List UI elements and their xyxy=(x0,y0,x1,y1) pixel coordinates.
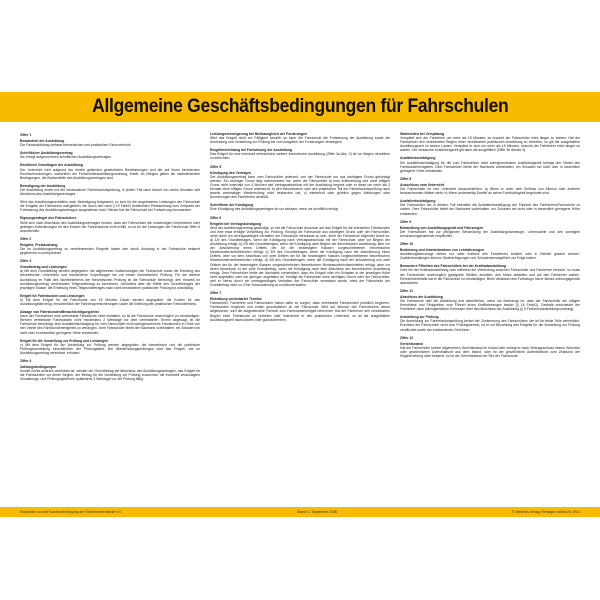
clause-heading: Rechtliche Grundlagen der Ausbildung xyxy=(20,163,83,168)
clause-heading: Anmeldung zur Prüfung xyxy=(400,315,439,320)
clause-text: Die Fahrschule darf die Ausbildung erst abschließen, wenn sie überzeugt ist, dass der Fahrschüler die nötigen Kenntnisse und Fähigkeiten zum Führen eines Kraftfahrzeuges besitzt (§ 16 FahrlG). Deshalb entscheidet der Fahrlehrer nach pflichtgemäßem Ermessen über den Abschluss der Ausbildung (§ 6 Fahrschulausbildungsordnung). xyxy=(400,299,580,312)
clause-heading: Entgeltentrichtung bei Fortsetzung der Ausbildung xyxy=(210,148,292,153)
clause-number: Ziffer 10 xyxy=(400,241,414,246)
clause-heading: Entgelte bei Vertragskündigung xyxy=(210,221,262,226)
clause-section xyxy=(20,359,200,381)
clause-heading: Zahlungsbedingungen xyxy=(20,365,57,370)
terms-columns xyxy=(20,130,580,502)
clause-section xyxy=(400,336,580,358)
clause-heading: Ausfallentschädigung xyxy=(400,199,436,204)
clause-text: Die Ausbildung endet mit der bestandenen Fahrerlaubnisprüfung, in jedem Fall nach Ablauf von sechs Monaten seit Abschluss des Ausbildungsvertrages. xyxy=(20,187,200,197)
clause-text: Der Fahrschüler ist vom Unterricht auszuschließen: a) Wenn er unter dem Einfluss von Alkohol oder anderen berauschenden Mitteln steht; b) Wenn anderweitig Zweifel an seiner Fahrtüchtigkeit begründet sind. xyxy=(400,187,580,196)
clause-heading: Eignungsmängel des Fahrschülers xyxy=(20,216,77,221)
clause-section xyxy=(20,200,200,212)
clause-section xyxy=(20,216,200,232)
column-1 xyxy=(20,130,200,502)
clause-heading: Wartezeiten bei Verspätung xyxy=(400,132,445,136)
clause-text: Geht bei der Kraftradausbildung oder während der Verbindung zwischen Fahrschüler und Fahrlehrer verloren, so muss der Fahrschüler unverzüglich (geeignete Stellen) anhalten, den Motor abstellen und auf den Fahrlehrer warten. Erforderlichenfalls hat er die Fahrschule zu verständigen. Beim Verlassen des Fahrzeugs hat er dieses ordnungsgemäß abzusichern. xyxy=(400,268,580,285)
clause-heading: Entgelte, Preisaushang xyxy=(20,242,58,247)
clause-section xyxy=(400,220,580,238)
clause-number: Ziffer 11 xyxy=(400,288,414,293)
clause-text: Wird der Ausbildungsvertrag gekündigt, so hat die Fahrschule Anspruch auf das Entgelt für die erbrachten Fahrstunden und eine etwa erfolgte Vorstellung zur Prüfung. Kündigt die Fahrschule aus wichtigem Grund oder der Fahrschüler, ohne durch ein vertragswidriges Verhalten der Fahrschule veranlasst zu sein, steht der Fahrschule folgender Anteil zu: a) 1/5 des Grundbetrages, wenn die Kündigung nach Vertragsabschluss mit der Fahrschule, aber vor Beginn der Ausbildung erfolgt; b) 2/5 des Grundbetrages, wenn die Kündigung nach Beginn der theoretischen Ausbildung, aber vor der Absolvierung eines Drittels der für die beantragten Klassen vorgeschriebenen theoretischen Mindestunterrichtseinheiten erfolgt; c) 3/5 des Grundbetrages, wenn die Kündigung nach der Absolvierung eines Drittels, aber vor dem Abschluss von zwei Dritteln der für die beantragten Klassen vorgeschriebenen theoretischen Mindestunterrichtseinheiten erfolgt; d) 4/5 des Grundbetrages, wenn die Kündigung nach der Absolvierung von zwei Dritteln der für die beantragten Klassen vorgeschriebenen theoretischen Mindestunterrichtseinheiten erfolgt, aber vor deren Abschluss; e) der volle Grundbetrag, wenn die Kündigung nach dem Abschluss der theoretischen Ausbildung erfolgt. Dem Fahrschüler bleibt der Nachweis vorbehalten, dass ein Entgelt oder ein Schaden in der jeweiligen Höhe nicht angefallen oder nur geringer angefallen ist. Kündigt die Fahrschule ohne wichtigen Grund oder der Fahrschüler, weil er hierzu durch ein vertragswidriges Verhalten der Fahrschule veranlasst wurde, steht der Fahrschule der Grundbetrag nicht zu. Eine Vorauszahlung ist zurückzuerstatten. xyxy=(210,225,390,287)
clause-section xyxy=(20,151,200,159)
clause-section xyxy=(400,156,580,172)
clause-text: c) Mit dem Entgelt für die Vorstellung zur Prüfung werden abgegolten: die theoretische und die praktische Prüfungsvorstellung einschließlich der Prüfungsfahrt. Bei Wiederholungsprüfungen wird das Entgelt, wie im Ausbildungsvertrag vereinbart, erhoben. xyxy=(20,342,200,355)
clause-text: Fahrschüler, Fahrlehrer und Fahrschulen haben dafür zu sorgen, dass vereinbarte Fahrstunden pünktlich beginnen. Fahrstunden beginnen und enden grundsätzlich an der Fahrschule. Wird auf Wunsch des Fahrschülers davon abgewichen, wird die aufgewendete Fahrzeit zum Fahrstundenentgelt berechnet. Hat der Fahrlehrer den vereinbarten Beginn einer Fahrstunde zu vertreten oder unterbricht er den praktischen Unterricht, so ist die ausgefallene Ausbildungszeit nachzuholen oder gutzuschreiben. xyxy=(210,301,390,322)
clause-section xyxy=(400,289,580,311)
clause-text: Wird das Entgelt nicht zur Fälligkeit bezahlt, so kann die Fahrschule die Fortsetzung der Ausbildung sowie die Anmeldung und Vorstellung zur Prüfung bis zum Ausgleich der Forderungen verweigern. xyxy=(210,136,390,145)
clause-number: Ziffer 4 xyxy=(20,359,32,364)
column-3 xyxy=(400,130,580,502)
clause-heading: Gerichtsstand xyxy=(400,341,423,346)
clause-section xyxy=(400,264,580,284)
clause-section xyxy=(400,315,580,331)
column-2 xyxy=(210,130,390,502)
clause-number: Ziffer 7 xyxy=(210,291,222,296)
clause-section xyxy=(210,203,390,211)
clause-heading: Besondere Pflichten des Fahrschülers bei der Kraftradausbildung xyxy=(400,264,507,269)
clause-text: Soweit nichts anderes vereinbart ist, werden der Grundbetrag bei Abschluss des Ausbildungsvertrages, das Entgelt für die Fahrstunden vor deren Beginn, der Betrag für die Vorstellung zur Prüfung zusammen mit eventuell verauslagten Verwaltungs- und Prüfungsgebühren spätestens 3 Werktage vor der Prüfung fällig. xyxy=(20,369,200,382)
clause-number: Ziffer 2 xyxy=(20,236,32,241)
clause-number: Ziffer 12 xyxy=(400,335,414,340)
clause-section xyxy=(400,177,580,195)
clause-number: Ziffer 6 xyxy=(210,215,222,220)
clause-number: Ziffer 8 xyxy=(400,176,412,181)
clause-heading: Schriftform der Kündigung xyxy=(210,203,254,208)
clause-text: Eine Kündigung des Ausbildungsvertrages ist nur wirksam, wenn sie schriftlich erfolgt. xyxy=(210,207,339,212)
clause-heading: Beendigung der Ausbildung xyxy=(20,183,66,188)
clause-heading: Ausschluss vom Unterricht xyxy=(400,182,445,187)
clause-text: Die Ausfallentschädigung für die vom Fahrschüler nicht wahrgenommene Ausbildungszeit beträgt drei Viertel des Fahrstundenentgeltes. Dem Fahrschüler bleibt der Nachweis vorbehalten, ein Schaden sei nicht oder in wesentlich geringerer Höhe entstanden. xyxy=(400,160,580,173)
clause-text: Das Entgelt für eine eventuell erforderliche weitere theoretische Ausbildung (Ziffer 3a Abs. 2) ist vor Beginn derselben zu entrichten. xyxy=(210,152,390,161)
clause-heading: Einhaltung vereinbarter Termine xyxy=(210,297,262,302)
clause-heading: Abschluss der Ausbildung xyxy=(400,294,443,299)
clause-text: Hat der Fahrschüler keinen allgemeinen Gerichtsstand im Inland oder verlegt er nach Vertragsschluss seinen Wohnsitz oder gewöhnlichen Aufenthaltsort aus dem Inland, oder ist der gewöhnliche Aufenthaltsort zum Zeitpunkt der Klageerhebung nicht bekannt, so ist der Gerichtsstand der Sitz der Fahrschule. xyxy=(400,345,580,359)
title-band xyxy=(0,92,600,122)
clause-section xyxy=(20,184,200,196)
clause-section xyxy=(20,163,200,179)
clause-text: Der Fahrschüler hat in diesem Fall ebenfalls die Ausfallentschädigung der Fahrzeit des Fahrlehrers/Fahrschule zu zahlen. Dem Fahrschüler bleibt der Nachweis vorbehalten, ein Schaden sei nicht oder in wesentlich geringerer Höhe entstanden. xyxy=(400,203,580,216)
clause-section xyxy=(20,133,200,147)
clause-number: Ziffer 9 xyxy=(400,219,412,224)
clause-text: Der Unterricht wird aufgrund der hierfür geltenden gesetzlichen Bestimmungen und der auf ihnen beruhenden Rechtsverordnungen, namentlich der Fahrschülerausbildungsordnung, erteilt. Im Übrigen gelten die nachstehenden Bedingungen, die Bestandteile des Ausbildungsvertrages sind. xyxy=(20,167,200,180)
clause-section xyxy=(20,310,200,335)
clause-heading: Kündigung des Vertrages xyxy=(210,170,252,175)
clause-heading: Leistungsverweigerung bei Nichtausgleich der Forderungen xyxy=(210,132,308,136)
clause-text: a) Mit dem Grundbetrag werden abgegolten: die allgemeinen Aufwendungen der Fahrschule sowie die Erteilung des theoretischen Unterrichts und erforderliche Vorprüfungen bis zur ersten theoretischen Prüfung. Für die weitere Ausbildung im Falle des Nichtbestehens der theoretischen Prüfung ist die Fahrschule berechtigt, den Hinweis im Ausbildungsvertrag vereinbarten Teilgrundbetrag zu berechnen, höchstens aber die Hälfte des Grundbetrages der jeweiligen Klasse; die Erhebung eines Teilgrundbetrages nach nicht bestandener praktischer Prüfung ist unzulässig. xyxy=(20,269,200,290)
clause-heading: Bestandteil der Ausbildung xyxy=(20,139,64,144)
clause-section xyxy=(20,339,200,355)
clause-text: Der Ausbildungsvertrag kann vom Fahrschüler jederzeit, von der Fahrschule nur aus wichtigem Grund gekündigt werden. Ein wichtiger Grund liegt insbesondere vor, wenn der Fahrschüler a) trotz Aufforderung und ohne triftigen Grund nicht innerhalb von 4 Wochen seit Vertragsabschluss mit der Ausbildung beginnt oder er diese um mehr als 3 Monate ohne triftigen Grund unterbricht, b) den theoretischen oder den praktischen Teil der Fahrerlaubnisprüfung nach jeweils zweimaliger Wiederholung nicht bestanden hat, c) wiederholt oder gröblich gegen Weisungen oder Anordnungen des Fahrlehrers verstößt. xyxy=(210,174,390,200)
clause-heading: Ausfallentschädigung xyxy=(400,156,436,161)
clause-section xyxy=(400,199,580,215)
clause-text: Wird das Ausbildungsverhältnis nach Beendigung fortgesetzt, so sind für die angebotenen Leistungen der Fahrschule die Entgelte der Fahrschule maßgeblich, die durch den nach § 19 FahrlG bestimmten Preisaushang zum Zeitpunkt der Fortsetzung des Ausbildungsvertrages ausgewiesen sind. Hierauf hat die Fahrschule bei Fortsetzung hinzuweisen. xyxy=(20,200,200,213)
clause-text: Verspätet sich der Fahrlehrer um mehr als 15 Minuten, so braucht der Fahrschüler nicht länger zu warten. Hat der Fahrschüler den vereinbarten Beginn einer vereinbarten praktischen Ausbildung zu vertreten, so gilt die ausgefallene Ausbildungszeit zu seinen Lasten. Verspätet er sich um mehr als 15 Minuten, braucht der Fahrlehrer nicht länger zu warten. Die versäumte Ausbildungszeit gilt dann als ausgefallen (Ziffer 3b Absatz 3). xyxy=(400,136,580,153)
clause-heading: Absage von Fahrstunden/Benachrichtigungsfrist xyxy=(20,310,99,315)
clause-heading: Entgelt für die Vorstellung zur Prüfung und Leistungen xyxy=(20,338,109,343)
clause-text: Sie erfolgt aufgrund eines schriftlichen Ausbildungsvertrages. xyxy=(20,155,112,160)
clause-section xyxy=(20,259,200,290)
clause-number: Ziffer 5 xyxy=(210,164,222,169)
footer-date: Stand: 1. September 2008 xyxy=(297,510,337,514)
clause-section xyxy=(210,165,390,200)
clause-section xyxy=(20,237,200,255)
clause-text: Die Anmeldung zur Fahrerlaubnisprüfung bedarf der Zustimmung des Fahrschülers; die ist für beide Teile verbindlich. Erscheint der Fahrschüler nicht zum Prüfungstermin, ist er zur Bezahlung des Entgelts für die Vorstellung zur Prüfung verpflichtet sowie der entstandenen Gebühren. xyxy=(400,319,580,332)
clause-text: Die im Ausbildungsvertrag zu vereinbarenden Entgelte haben den durch Aushang in der Fahrschule bekannt gegebenen zu entsprechen. xyxy=(20,246,200,256)
clause-number: Ziffer 1 xyxy=(20,133,32,137)
footer-band xyxy=(0,507,600,517)
clause-section xyxy=(400,242,580,260)
clause-text: Stellt sich nach Abschluss des Ausbildungsvertrages heraus, dass der Fahrschüler die notwendigen körperlichen oder geistigen Anforderungen für den Erwerb der Fahrerlaubnis nicht erfüllt, so ist für die Leistungen der Fahrschule Ziffer 6 anzuwenden. xyxy=(20,220,200,233)
clause-text: Kann der Fahrschüler eine vereinbarte Fahrstunde nicht einhalten, so ist die Fahrschule unverzüglich zu verständigen. Werden vereinbarte Fahrstunden nicht mindestens 2 Werktage vor dem vereinbarten Termin abgesagt, ist die Fahrschule berechtigt, eine Ausfallentschädigung für vom Fahrschüler nicht wahrgenommene Fahrstunden in Höhe von drei Viertel des Fahrstundenentgeltes zu verlangen. Dem Fahrschüler bleibt der Nachweis vorbehalten, ein Schaden sei nicht oder in wesentlich geringerer Höhe entstanden. xyxy=(20,314,200,335)
footer-copyright: © Verkehrs-Verlag, Remagen Artikel-Nr. 5911 xyxy=(511,510,580,514)
clause-section xyxy=(210,216,390,288)
clause-text: Ausbildungsfahrzeuge dürfen nur unter Aufsicht des Fahrlehrers bedient oder in Betrieb gesetzt werden. Zuwiderhandlungen können Strafverfolgungen und Schadensersatzpflicht zur Folge haben. xyxy=(400,252,580,261)
page-title: Allgemeine Geschäftsbedingungen für Fahrschulen xyxy=(91,96,509,117)
clause-number: Ziffer 3 xyxy=(20,259,32,264)
clause-section xyxy=(210,132,390,144)
clause-heading: Schriftlicher Ausbildungsvertrag xyxy=(20,151,73,156)
clause-section xyxy=(210,291,390,322)
footer-recommendation: Empfohlen von der Bundesvereinigung der Fahrlehrerverbände e.V. xyxy=(20,510,122,514)
clause-heading: Bedienung und Inbetriebnahme von Lehrfahrzeugen xyxy=(400,248,485,253)
clause-section xyxy=(210,148,390,160)
clause-text: b) Mit dem Entgelt für die Fahrstunde von 45 Minuten Dauer werden abgegolten: die Kosten für das Ausbildungsfahrzeug, einschließlich der Fahrzeugversicherungen sowie die Erteilung des praktischen Fahrunterrichts. xyxy=(20,297,200,306)
clause-heading: Entgelt für Fahrstunden und Leistungen xyxy=(20,293,85,298)
clause-text: Die Fahrausbildung umfasst theoretischen und praktischen Fahrunterricht. xyxy=(20,143,132,148)
clause-section xyxy=(400,132,580,152)
clause-heading: Grundbetrag und Leistungen xyxy=(20,265,67,270)
clause-text: Der Fahrschüler hat zur pfleglichen Behandlung der Ausbildungsfahrzeuge, Lehrmodelle und des sonstigen Anschauungsmaterials verpflichtet. xyxy=(400,229,580,238)
clause-heading: Behandlung von Ausbildungsgerät und Fahrzeugen xyxy=(400,225,484,230)
clause-section xyxy=(20,294,200,306)
